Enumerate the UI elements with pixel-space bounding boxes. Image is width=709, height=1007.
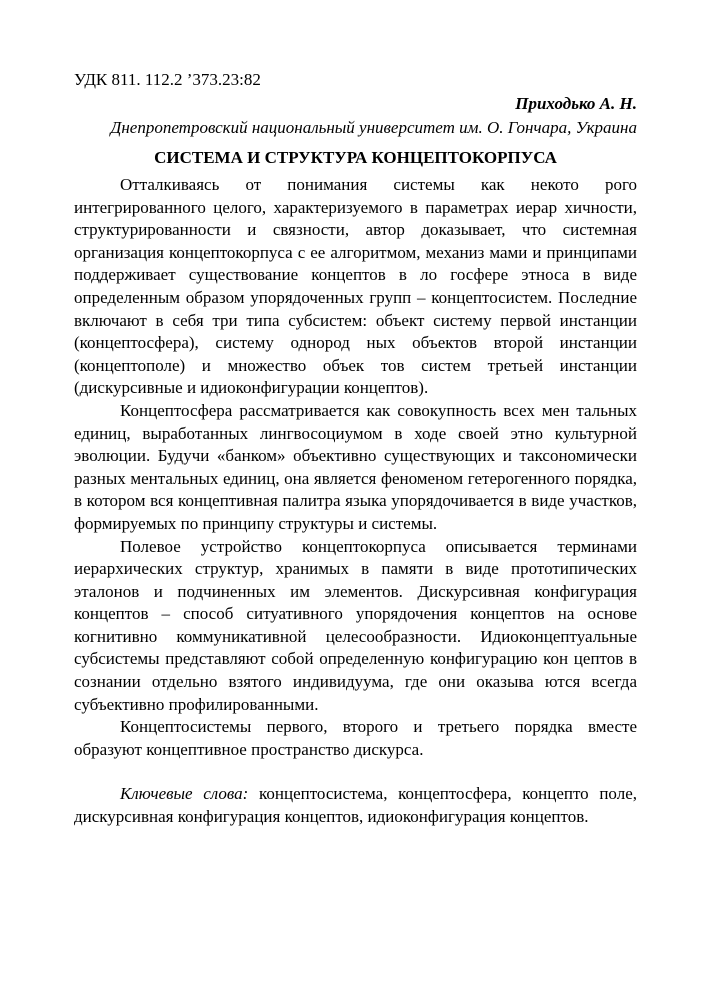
abstract-paragraph: Отталкиваясь от понимания системы как некото рого интегрированного целого, характеризуемого в параметрах иерар хичности, структурированности и связности, автор доказывает, что системная организация концептокорпуса с ее алгоритмом, механиз мами и принципами поддерживает существование концептов в ло госфере этноса в виде определенным образом упорядоченных групп – концептосистем. Последние включают в себя три типа субсистем: объект систему первой инстанции (концептосфера), систему однород ных объектов второй инстанции (концептополе) и множество объек тов систем третьей инстанции (дискурсивные и идиоконфигурации концептов). — [74, 175, 637, 398]
abstract-body — [74, 174, 637, 761]
document-page — [74, 68, 637, 829]
keywords-text: концептосистема, концептосфера, концепто поле, дискурсивная конфигурация концептов, идиоконфигурация концептов. — [74, 784, 637, 827]
article-title: СИСТЕМА И СТРУКТУРА КОНЦЕПТОКОРПУСА — [154, 148, 557, 167]
udk-code: УДК 811. 112.2 ’373.23:82 — [74, 70, 261, 89]
abstract-paragraph: Концептосистемы первого, второго и третьего порядка вместе образуют концептивное пространство дискурса. — [74, 717, 637, 759]
author-name: Приходько А. Н. — [515, 94, 637, 113]
keywords — [74, 783, 637, 828]
abstract-paragraph: Полевое устройство концептокорпуса описывается терминами иерархических структур, хранимых в памяти в виде прототипических эталонов и подчиненных им элементов. Дискурсивная конфигурация концептов – способ ситуативного упорядочения концептов на основе когнитивно коммуникативной целесообразности. Идиоконцептуальные субсистемы представляют собой определенную конфигурацию кон цептов в сознании отдельно взятого индивидуума, где они оказыва ются всегда субъективно профилированными. — [74, 536, 637, 714]
keywords-label: Ключевые слова: — [120, 784, 249, 804]
author-affiliation: Днепропетровский национальный университет им. О. Гончара, Украина — [110, 118, 637, 137]
abstract-paragraph: Концептосфера рассматривается как совокупность всех мен тальных единиц, выработанных лингвосоциумом в ходе своей этно культурной эволюции. Будучи «банком» объективно существующих и таксономически разных ментальных единиц, она является феноменом гетерогенного порядка, в котором вся концептивная палитра языка упорядочивается в виде участков, формируемых по принципу структуры и системы. — [74, 400, 637, 533]
